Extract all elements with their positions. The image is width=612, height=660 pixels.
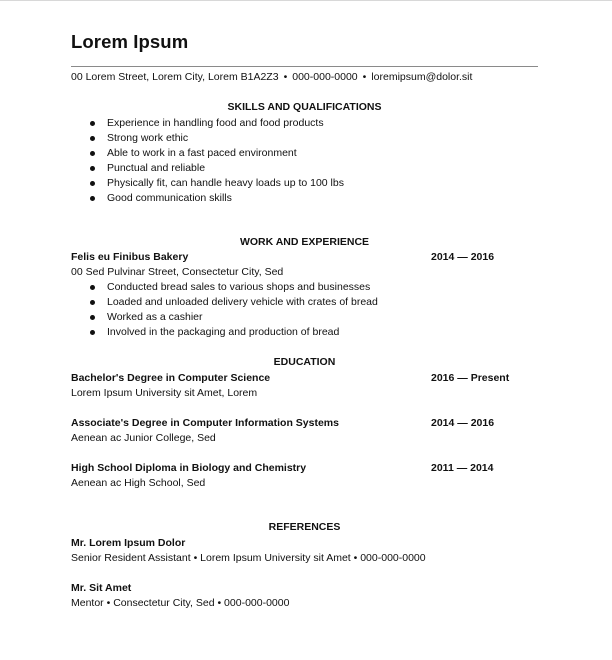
list-item <box>0 146 344 161</box>
skill-text: Able to work in a fast paced environment <box>107 147 297 159</box>
bullet-icon <box>90 181 95 186</box>
employment-dates: 2014 — 2016 <box>431 251 495 263</box>
education-dates: 2011 — 2014 <box>431 462 494 474</box>
list-item <box>0 325 378 340</box>
work-heading: WORK AND EXPERIENCE <box>239 236 370 248</box>
skill-text: Good communication skills <box>107 192 232 204</box>
list-item <box>0 280 378 295</box>
skill-text: Physically fit, can handle heavy loads up to 100 lbs <box>107 177 344 189</box>
list-item <box>0 116 344 131</box>
contact-email: loremipsum@dolor.sit <box>371 71 473 83</box>
contact-line <box>71 71 472 83</box>
skill-text: Punctual and reliable <box>107 162 206 174</box>
school-name: Aenean ac Junior College, Sed <box>71 432 216 444</box>
contact-separator: • <box>283 71 288 83</box>
bullet-icon <box>90 300 95 305</box>
bullet-icon <box>90 285 95 290</box>
list-item <box>0 131 344 146</box>
bullet-icon <box>90 166 95 171</box>
school-name: Aenean ac High School, Sed <box>71 477 206 489</box>
degree-title: Associate's Degree in Computer Information Systems <box>71 417 339 429</box>
bullet-icon <box>90 330 95 335</box>
school-name: Lorem Ipsum University sit Amet, Lorem <box>71 387 258 399</box>
contact-phone: 000-000-0000 <box>292 71 358 83</box>
reference-name: Mr. Lorem Ipsum Dolor <box>71 537 186 549</box>
list-item <box>0 191 344 206</box>
list-item <box>0 295 378 310</box>
contact-address: 00 Lorem Street, Lorem City, Lorem B1A2Z3 <box>71 71 279 83</box>
reference-name: Mr. Sit Amet <box>71 582 132 594</box>
references-heading: REFERENCES <box>268 521 341 533</box>
duty-text: Worked as a cashier <box>107 311 203 323</box>
resume-name: Lorem Ipsum <box>71 31 189 52</box>
skill-text: Experience in handling food and food products <box>107 117 324 129</box>
list-item <box>0 176 344 191</box>
header-divider <box>71 66 538 67</box>
reference-details: Mentor • Consectetur City, Sed • 000-000-0000 <box>71 597 290 609</box>
education-heading: EDUCATION <box>273 356 336 368</box>
duty-text: Conducted bread sales to various shops and businesses <box>107 281 371 293</box>
bullet-icon <box>90 151 95 156</box>
duties-list <box>0 280 378 340</box>
bullet-icon <box>90 196 95 201</box>
skills-list <box>0 116 344 206</box>
education-dates: 2014 — 2016 <box>431 417 495 429</box>
reference-details: Senior Resident Assistant • Lorem Ipsum University sit Amet • 000-000-0000 <box>71 552 426 564</box>
bullet-icon <box>90 121 95 126</box>
skills-heading: SKILLS AND QUALIFICATIONS <box>227 101 382 113</box>
degree-title: High School Diploma in Biology and Chemistry <box>71 462 307 474</box>
employer-address: 00 Sed Pulvinar Street, Consectetur City, Sed <box>71 266 284 278</box>
skill-text: Strong work ethic <box>107 132 189 144</box>
contact-separator: • <box>362 71 367 83</box>
bullet-icon <box>90 315 95 320</box>
list-item <box>0 310 378 325</box>
list-item <box>0 161 344 176</box>
bullet-icon <box>90 136 95 141</box>
degree-title: Bachelor's Degree in Computer Science <box>71 372 271 384</box>
duty-text: Loaded and unloaded delivery vehicle with crates of bread <box>107 296 378 308</box>
education-dates: 2016 — Present <box>431 372 510 384</box>
duty-text: Involved in the packaging and production of bread <box>107 326 340 338</box>
employer-name: Felis eu Finibus Bakery <box>71 251 189 263</box>
